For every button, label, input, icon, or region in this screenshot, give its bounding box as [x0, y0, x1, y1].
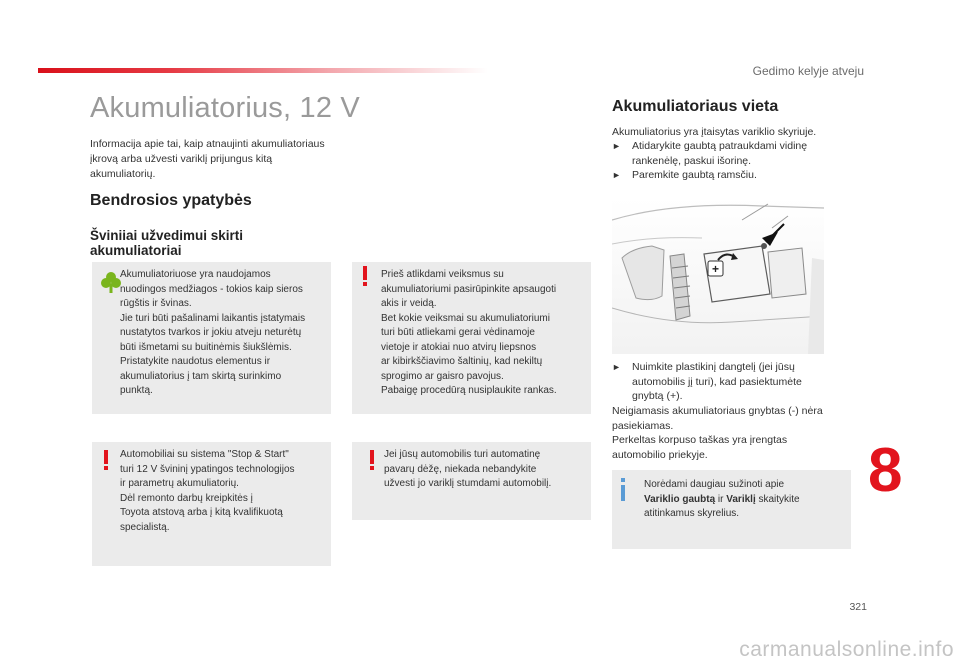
page-title: Akumuliatorius, 12 V	[90, 92, 360, 124]
safety-note-box	[352, 262, 591, 414]
info-note-text: Norėdami daugiau sužinoti apie Variklio gaubtą ir Variklį skaitykite atitinkamus skyrelius.	[644, 479, 800, 519]
warning-icon	[369, 450, 375, 470]
location-lead: Akumuliatorius yra įtaisytas variklio skyriuje.	[612, 126, 817, 138]
engine-bay-illustration	[612, 198, 824, 354]
step-prop-bonnet: ► Paremkite gaubtą ramsčiu.	[612, 169, 757, 181]
link-engine: Variklį	[726, 493, 756, 505]
bullet-icon: ►	[612, 170, 621, 180]
location-heading: Akumuliatoriaus vieta	[612, 98, 779, 115]
general-heading: Bendrosios ypatybės	[90, 192, 252, 209]
environment-icon	[100, 270, 122, 294]
gearbox-note-box	[352, 442, 591, 520]
link-bonnet: Variklio gaubtą	[644, 493, 716, 505]
env-note-box	[92, 262, 331, 414]
bullet-icon: ►	[612, 141, 621, 151]
safety-note-text: Prieš atlikdami veiksmus su akumuliatoriumi pasirūpinkite apsaugoti akis ir veidą. Bet kokie veiksmai su akumuliatoriumi turi būti atliekami gerai vėdinamoje vietoje ir atokiai nuo atvirų liepsnos ar kibirkščiavimo šaltinių, kad nekiltų sprogimo ar gaisro pavojus. Pabaigę procedūrą nusiplaukite rankas.	[381, 269, 557, 396]
svg-text:+: +	[711, 262, 720, 276]
step-open-bonnet: ► Atidarykite gaubtą patraukdami vidinę rankenėlę, paskui išorinę.	[612, 140, 808, 167]
stopstart-note-text: Automobiliai su sistema "Stop & Start" turi 12 V švininį ypatingos technologijos ir parametrų akumuliatorių. Dėl remonto darbų kreipkitės į Toyota atstovą arba į kitą kvalifikuotą specialistą.	[120, 449, 295, 533]
watermark: carmanualsonline.info	[739, 638, 954, 661]
page-number: 321	[849, 601, 867, 613]
chapter-number: 8	[868, 436, 903, 505]
info-note-box	[612, 470, 851, 549]
section-title: Gedimo kelyje atveju	[752, 64, 864, 78]
gearbox-note-text: Jei jūsų automobilis turi automatinę pavarų dėžę, niekada nebandykite užvesti jo variklį stumdami automobilį.	[384, 449, 552, 489]
env-note-text: Akumuliatoriuose yra naudojamos nuodingos medžiagos - tokios kaip sieros rūgštis ir švinas. Jie turi būti pašalinami laikantis įstatymais nustatytos tvarkos ir jokiu atveju neturėtų būti išmetami su buitinėmis šiukšlėmis. Pristatykite naudotus elementus ir akumuliatorius į tam skirtą surinkimo punktą.	[120, 269, 306, 396]
header-accent-bar	[38, 68, 488, 73]
info-icon	[620, 478, 626, 502]
bullet-icon: ►	[612, 362, 621, 372]
warning-icon	[103, 450, 109, 470]
step-remove-cover: ► Nuimkite plastikinį dangtelį (jei jūsų automobilis jį turi), kad pasiektumėte gnybtą (+).	[612, 361, 802, 402]
lead-acid-heading: Šviniiai užvedimui skirti akumuliatoriai	[90, 228, 244, 258]
intro-text: Informacija apie tai, kaip atnaujinti akumuliatoriaus įkrovą arba užvesti variklį prijungus kitą akumuliatorių.	[90, 138, 325, 180]
negative-terminal-text: Neigiamasis akumuliatoriaus gnybtas (-) nėra pasiekiamas. Perkeltas korpuso taškas yra įrengtas automobilio priekyje.	[612, 405, 823, 461]
warning-icon	[362, 266, 368, 286]
stopstart-note-box	[92, 442, 331, 566]
